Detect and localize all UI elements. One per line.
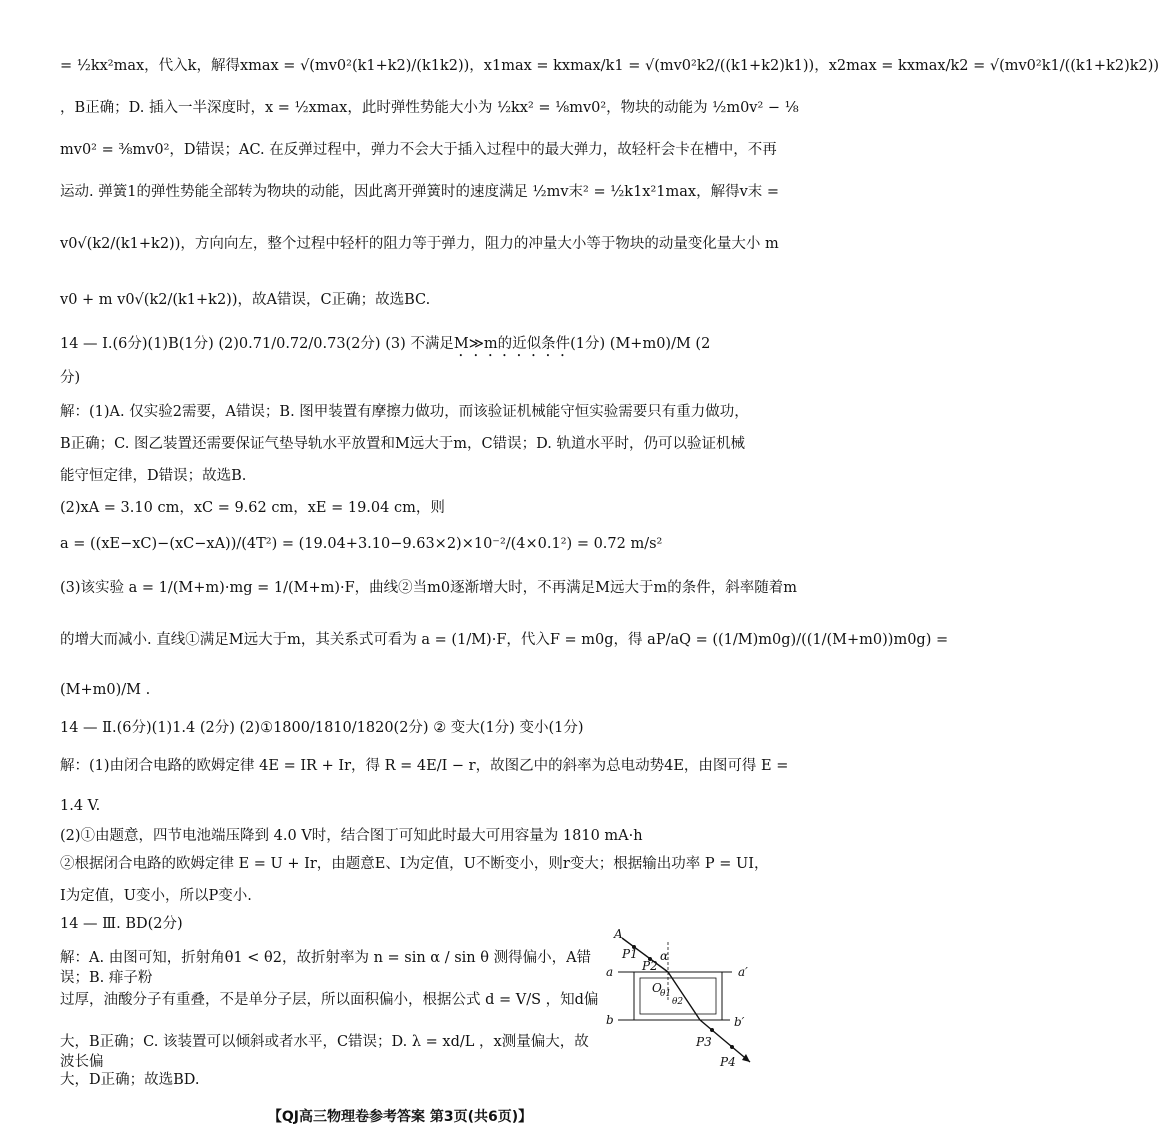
label-o: O <box>652 981 662 995</box>
text-line: 大，D正确；故选BD. <box>60 1072 200 1088</box>
text-line: 解：(1)由闭合电路的欧姆定律 4E = IR + Ir，得 R = 4E/I − r，故图乙中的斜率为总电动势4E，由图可得 E = <box>60 758 789 774</box>
refracted-ray <box>668 972 700 1020</box>
question-14-3-header: 14 — Ⅲ. BD(2分) <box>60 916 183 932</box>
text-line: 1.4 V. <box>60 798 101 814</box>
label-p3: P3 <box>696 1035 712 1049</box>
text-line: 过厚，油酸分子有重叠，不是单分子层，所以面积偏小，根据公式 d = V/S ，知d偏 <box>60 992 599 1008</box>
formula-line: a = ((xE−xC)−(xC−xA))/(4T²) = (19.04+3.10−9.63×2)×10⁻²/(4×0.1²) = 0.72 m/s² <box>60 536 663 552</box>
emphasized-text: M≫m的近似条件 <box>453 336 571 352</box>
text-line: 运动. 弹簧1的弹性势能全部转为物块的动能，因此离开弹簧时的速度满足 ½mv末² = ½k1x²1max，解得v末 = <box>60 184 780 200</box>
text-line: = ½kx²max，代入k，解得xmax = √(mv0²(k1+k2)/(k1k2))，x1max = kxmax/k1 = √(mv0²k2/((k1+k2)k1))，x2max = kxmax/k2 = √(mv0²k1/((k1+k2)k2)) <box>60 58 1159 74</box>
text-line: ，B正确；D. 插入一半深度时，x = ½xmax，此时弹性势能大小为 ½kx² = ⅛mv0²，物块的动能为 ½m0v² − ⅛ <box>60 100 799 116</box>
glass-block <box>634 972 722 1020</box>
text-line: B正确；C. 图乙装置还需要保证气垫导轨水平放置和M远大于m，C错误；D. 轨道水平时，仍可以验证机械 <box>60 436 745 452</box>
label-a-upper: A <box>614 927 623 941</box>
text-line: I为定值，U变小，所以P变小. <box>60 888 252 904</box>
arrow-head-icon <box>742 1054 750 1062</box>
text-line: (M+m0)/M . <box>60 682 151 698</box>
question-14-2-header: 14 — Ⅱ.(6分)(1)1.4 (2分) (2)①1800/1810/1820(2分) ② 变大(1分) 变小(1分) <box>60 720 584 736</box>
text-line: (2)xA = 3.10 cm，xC = 9.62 cm，xE = 19.04 cm，则 <box>60 500 445 516</box>
answer-text: (1分) (M+m0)/M (2 <box>570 336 711 352</box>
answer-text: 14 — Ⅰ.(6分)(1)B(1分) (2)0.71/0.72/0.73(2分) (3) 不满足 <box>60 336 454 352</box>
question-14-1-header <box>60 334 710 360</box>
text-line: 解：A. 由图可知，折射角θ1 < θ2，故折射率为 n = sin α / sin θ 测得偏小，A错误；B. 痱子粉 <box>60 950 592 986</box>
label-theta1: θ1 <box>660 989 672 999</box>
text-line: v0√(k2/(k1+k2))，方向向左，整个过程中轻杆的阻力等于弹力，阻力的冲量大小等于物块的动量变化量大小 m <box>60 236 779 252</box>
text-line: (3)该实验 a = 1/(M+m)·mg = 1/(M+m)·F，曲线②当m0逐渐增大时，不再满足M远大于m的条件，斜率随着m <box>60 580 797 596</box>
label-alpha: α <box>660 949 669 963</box>
label-theta2: θ2 <box>672 997 684 1007</box>
text-line: 的增大而减小. 直线①满足M远大于m，其关系式可看为 a = (1/M)·F，代入F = m0g，得 aP/aQ = ((1/M)m0g)/((1/(M+m0))m0g) = <box>60 632 949 648</box>
text-line: (2)①由题意，四节电池端压降到 4.0 V时，结合图丁可知此时最大可用容量为 1810 mA·h <box>60 828 643 844</box>
pin-p3 <box>710 1028 714 1032</box>
label-a: a <box>606 965 614 979</box>
label-p2: P2 <box>642 959 658 973</box>
refraction-diagram <box>600 920 780 1075</box>
label-p4: P4 <box>720 1055 736 1069</box>
label-a-prime: a′ <box>738 965 748 979</box>
label-b: b <box>606 1013 614 1027</box>
pin-p4 <box>730 1045 734 1049</box>
text-line: v0 + m v0√(k2/(k1+k2))，故A错误，C正确；故选BC. <box>60 292 431 308</box>
text-line: 解：(1)A. 仅实验2需要，A错误；B. 图甲装置有摩擦力做功，而该验证机械能守恒实验需要只有重力做功， <box>60 404 749 420</box>
text-line: 大，B正确；C. 该装置可以倾斜或者水平，C错误；D. λ = xd/L ，x测量偏大，故波长偏 <box>60 1034 589 1070</box>
text-line: 分) <box>60 370 81 386</box>
text-line: mv0² = ⅜mv0²，D错误；AC. 在反弹过程中，弹力不会大于插入过程中的最大弹力，故轻杆会卡在槽中，不再 <box>60 142 777 158</box>
page-footer: 【QJ高三物理卷参考答案 第3页(共6页)】 <box>267 1109 533 1125</box>
text-line: ②根据闭合电路的欧姆定律 E = U + Ir，由题意E、I为定值，U不断变小，则r变大；根据输出功率 P = UI， <box>60 856 769 872</box>
text-line: 能守恒定律，D错误；故选B. <box>60 468 247 484</box>
label-b-prime: b′ <box>734 1015 745 1029</box>
label-p1: P1 <box>622 947 638 961</box>
